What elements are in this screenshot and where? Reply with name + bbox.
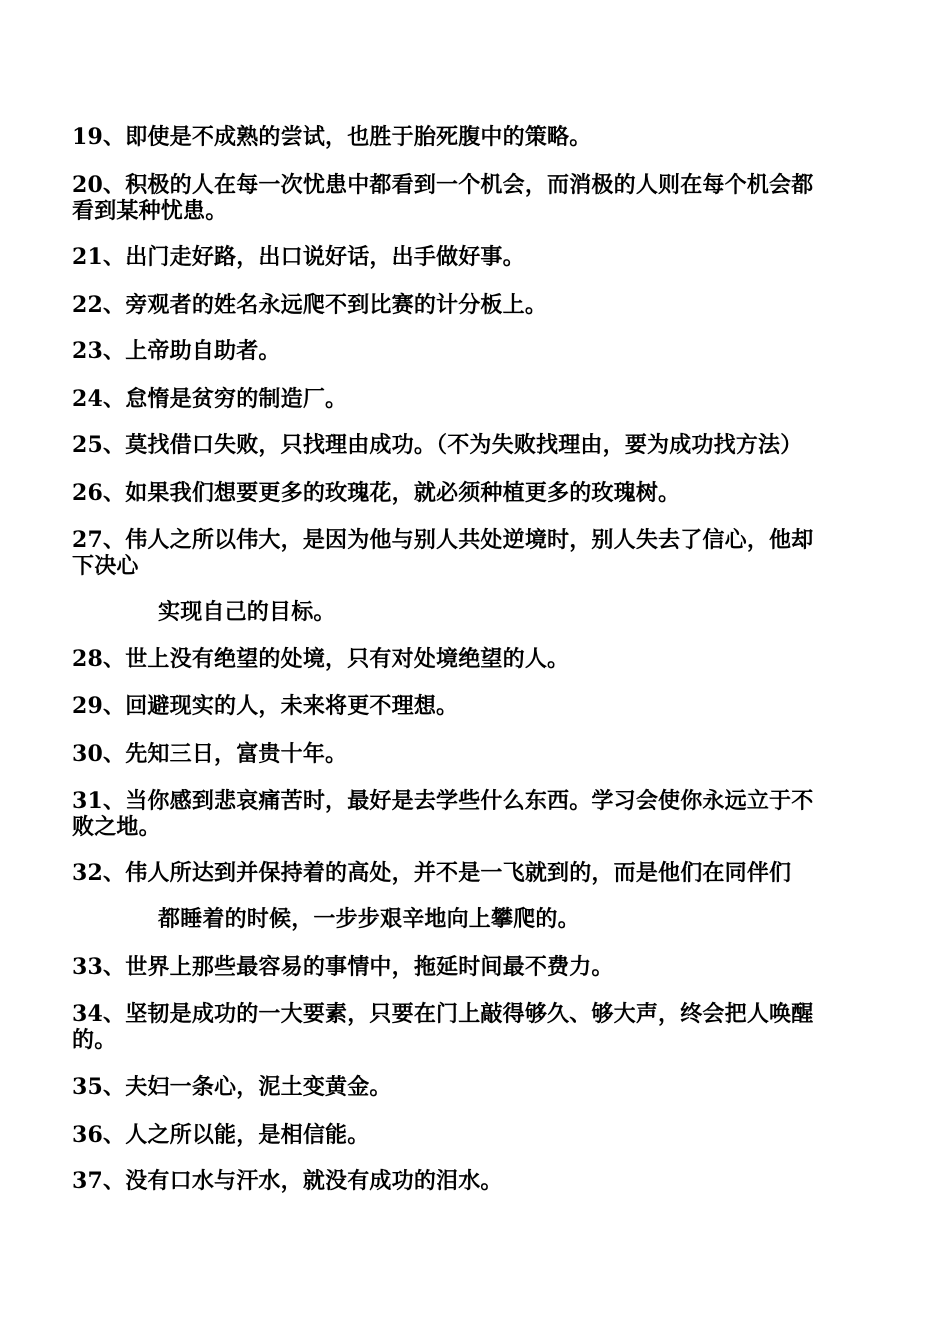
quote-28: 28、世上没有绝望的处境，只有对处境绝望的人。 [72,646,570,672]
quote-21: 21、出门走好路，出口说好话，出手做好事。 [72,244,525,270]
quote-23: 23、上帝助自助者。 [72,338,281,364]
quote-24: 24、怠惰是贫穷的制造厂。 [72,386,348,412]
quote-20-continued: 看到某种忧患。 [72,198,228,224]
quote-22: 22、旁观者的姓名永远爬不到比赛的计分板上。 [72,292,548,318]
quote-34: 34、坚韧是成功的一大要素，只要在门上敲得够久、够大声，终会把人唤醒 [72,1001,814,1027]
quote-33: 33、世界上那些最容易的事情中，拖延时间最不费力。 [72,954,614,980]
quote-36: 36、人之所以能，是相信能。 [72,1122,370,1148]
quote-37: 37、没有口水与汗水，就没有成功的泪水。 [72,1168,503,1194]
quote-30: 30、先知三日，富贵十年。 [72,741,348,767]
quote-20: 20、积极的人在每一次忧患中都看到一个机会，而消极的人则在每个机会都 [72,172,814,198]
quote-26: 26、如果我们想要更多的玫瑰花，就必须种植更多的玫瑰树。 [72,480,681,506]
quote-19: 19、即使是不成熟的尝试，也胜于胎死腹中的策略。 [72,124,592,150]
quote-35: 35、夫妇一条心，泥土变黄金。 [72,1074,392,1100]
quote-29: 29、回避现实的人，未来将更不理想。 [72,693,459,719]
quote-27-indented: 实现自己的目标。 [158,599,336,625]
quote-27: 27、伟人之所以伟大，是因为他与别人共处逆境时，别人失去了信心，他却 [72,527,814,553]
quote-25: 25、莫找借口失败，只找理由成功。（不为失败找理由，要为成功找方法） [72,432,803,458]
quote-31-continued: 败之地。 [72,814,161,840]
quote-32-indented: 都睡着的时候，一步步艰辛地向上攀爬的。 [158,906,580,932]
quote-34-continued: 的。 [72,1027,117,1053]
quote-32: 32、伟人所达到并保持着的高处，并不是一飞就到的，而是他们在同伴们 [72,860,792,886]
quote-27-continued: 下决心 [72,553,139,579]
quote-31: 31、当你感到悲哀痛苦时，最好是去学些什么东西。学习会使你永远立于不 [72,788,814,814]
